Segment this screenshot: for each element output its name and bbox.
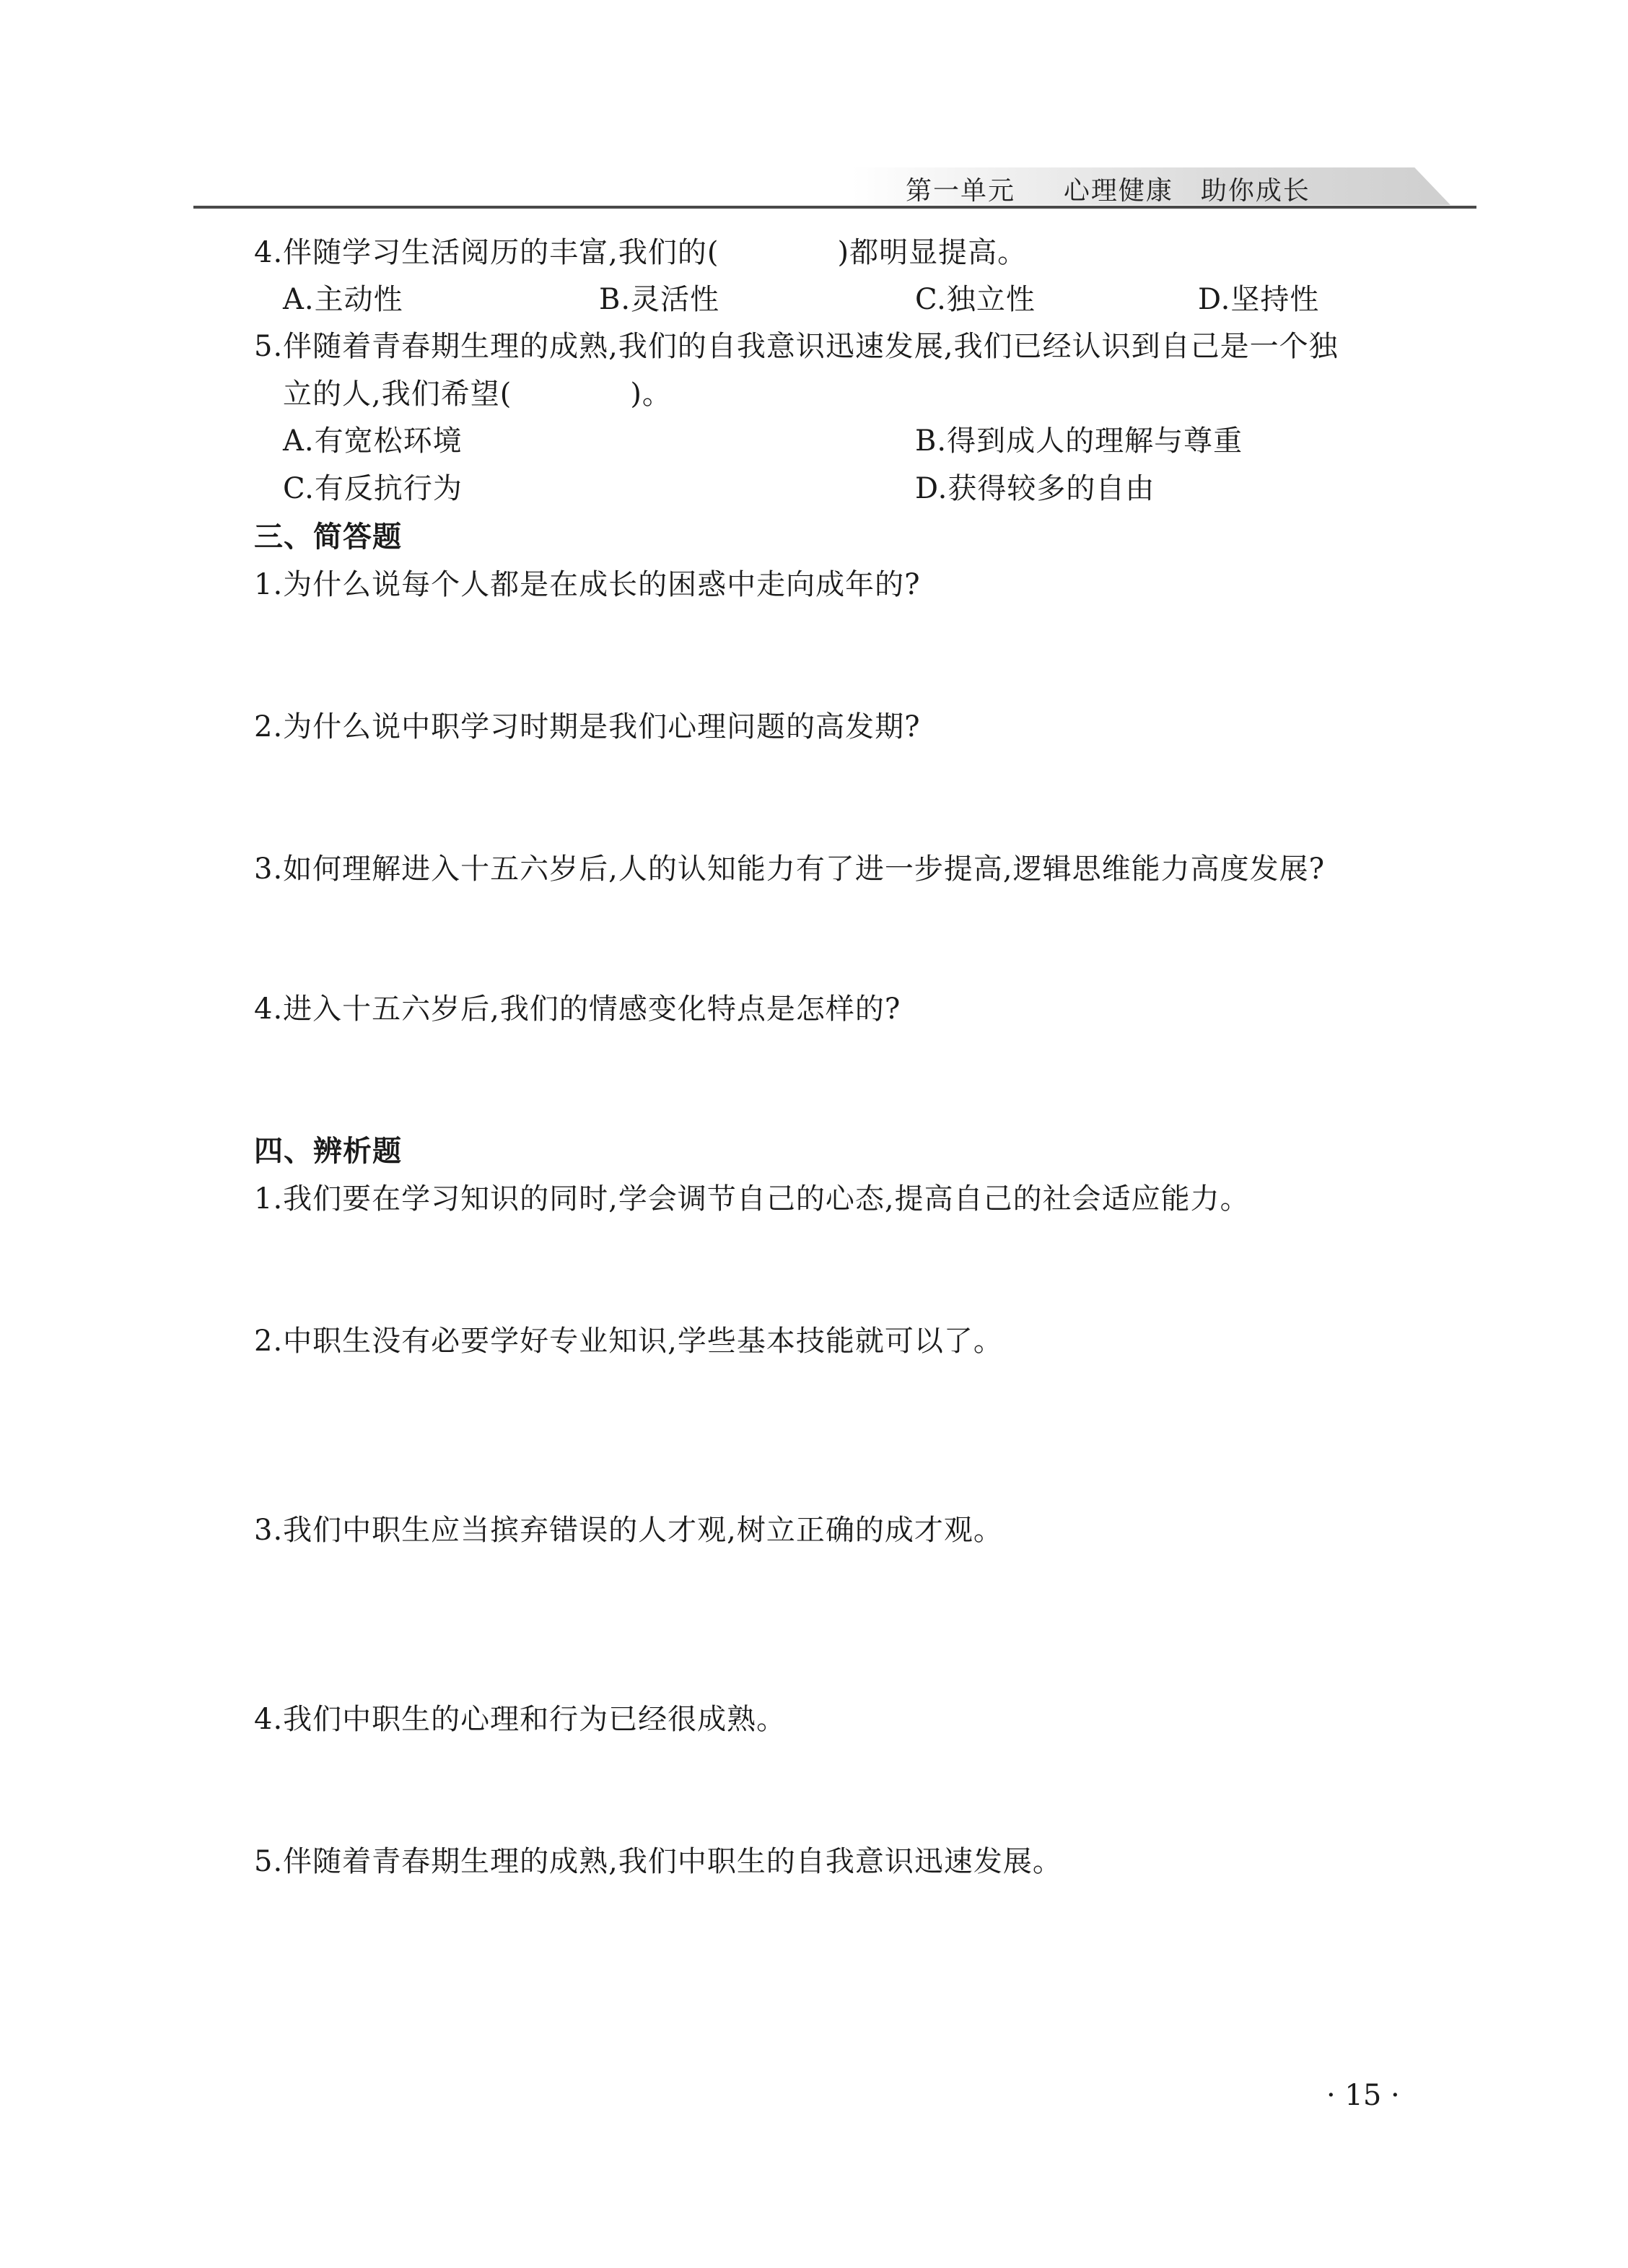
header-title: 心理健康 助你成长 [1063,176,1310,206]
option-a: A.有宽松环境 [283,424,463,458]
short-answer-question: 4.进入十五六岁后,我们的情感变化特点是怎样的? [254,993,901,1026]
question-stem-line1: 5.伴随着青春期生理的成熟,我们的自我意识迅速发展,我们已经认识到自己是一个独 [254,330,1339,363]
option-a: A.主动性 [283,283,403,316]
option-d: D.坚持性 [1198,283,1320,316]
section-heading-short-answer: 三、简答题 [254,520,402,554]
analysis-question: 1.我们要在学习知识的同时,学会调节自己的心态,提高自己的社会适应能力。 [254,1182,1250,1216]
question-stem-line2: 立的人,我们希望( )。 [283,378,672,411]
section-heading-analysis: 四、辨析题 [254,1135,402,1168]
short-answer-question: 2.为什么说中职学习时期是我们心理问题的高发期? [254,710,921,743]
option-c: C.独立性 [915,283,1036,316]
option-c: C.有反抗行为 [283,472,463,505]
page-number: · 15 · [1326,2079,1400,2112]
header-rule [193,206,1476,209]
short-answer-question: 1.为什么说每个人都是在成长的困惑中走向成年的? [254,568,921,601]
option-b: B.灵活性 [599,283,720,316]
analysis-question: 3.我们中职生应当摈弃错误的人才观,树立正确的成才观。 [254,1514,1003,1547]
running-header [906,170,1310,207]
analysis-question: 5.伴随着青春期生理的成熟,我们中职生的自我意识迅速发展。 [254,1845,1062,1878]
option-d: D.获得较多的自由 [915,472,1155,505]
question-stem: 4.伴随学习生活阅历的丰富,我们的( )都明显提高。 [254,236,1028,269]
analysis-question: 4.我们中职生的心理和行为已经很成熟。 [254,1703,787,1736]
short-answer-question: 3.如何理解进入十五六岁后,人的认知能力有了进一步提高,逻辑思维能力高度发展? [254,852,1326,886]
option-b: B.得到成人的理解与尊重 [915,424,1243,458]
analysis-question: 2.中职生没有必要学好专业知识,学些基本技能就可以了。 [254,1325,1003,1358]
header-unit: 第一单元 [906,176,1016,206]
